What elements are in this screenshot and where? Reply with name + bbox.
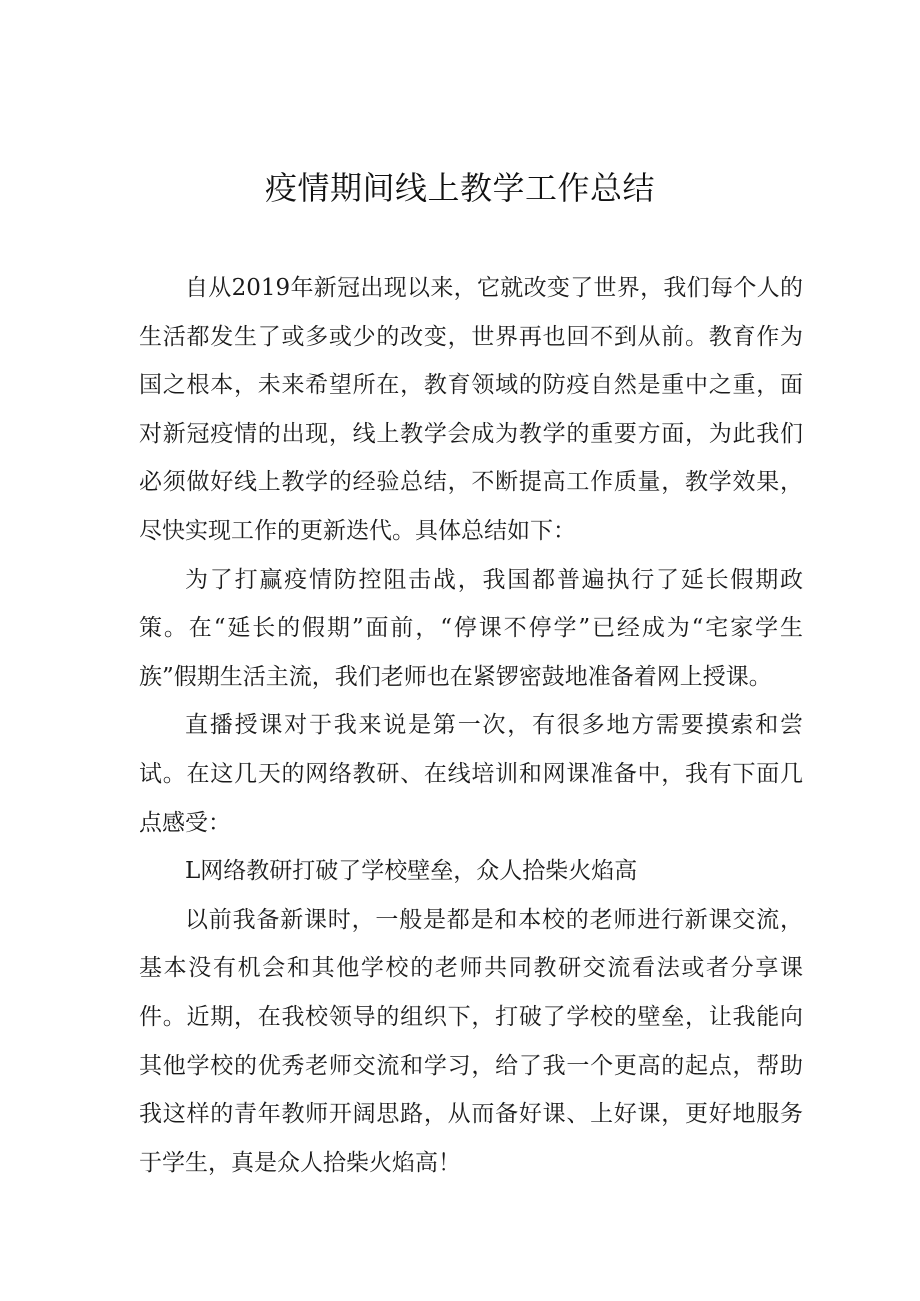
paragraph-intro: 自从2019年新冠出现以来，它就改变了世界，我们每个人的生活都发生了或多或少的改变，世界再也回不到从前。教育作为国之根本，未来希望所在，教育领域的防疫自然是重中之重，面对新冠疫情的出现，线上教学会成为教学的重要方面，为此我们必须做好线上教学的经验总结，不断提高工作质量，教学效果，尽快实现工作的更新迭代。具体总结如下： xyxy=(139,275,803,544)
paragraph-holiday-policy: 为了打赢疫情防控阻击战，我国都普遍执行了延长假期政策。在“延长的假期”面前，“停课不停学”已经成为“宅家学生族”假期生活主流，我们老师也在紧锣密鼓地准备着网上授课。 xyxy=(139,566,803,690)
document-title: 疫情期间线上教学工作总结 xyxy=(264,169,655,207)
document-body xyxy=(139,264,803,1187)
paragraph-research-details: 以前我备新课时，一般是都是和本校的老师进行新课交流，基本没有机会和其他学校的老师共同教研交流看法或者分享课件。近期，在我校领导的组织下，打破了学校的壁垒，让我能向其他学校的优秀老师交流和学习，给了我一个更高的起点，帮助我这样的青年教师开阔思路，从而备好课、上好课，更好地服务于学生，真是众人拾柴火焰高！ xyxy=(139,906,803,1176)
section-heading-online-research: L网络教研打破了学校壁垒，众人拾柴火焰高 xyxy=(185,858,638,885)
paragraph-live-teaching: 直播授课对于我来说是第一次，有很多地方需要摸索和尝试。在这几天的网络教研、在线培训和网课准备中，我有下面几点感受： xyxy=(139,712,803,836)
